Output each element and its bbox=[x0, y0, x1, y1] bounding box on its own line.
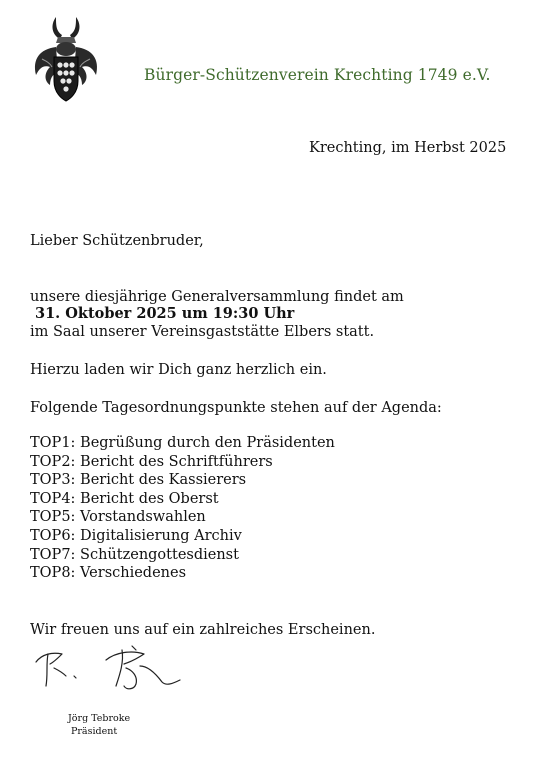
salutation: Lieber Schützenbruder, bbox=[30, 233, 204, 249]
signer-name: Jörg Tebroke bbox=[68, 713, 131, 724]
agenda-item: TOP2: Bericht des Schriftführers bbox=[30, 453, 273, 470]
agenda-item: TOP4: Bericht des Oberst bbox=[30, 490, 219, 507]
event-datetime: 31. Oktober 2025 um 19:30 Uhr bbox=[35, 305, 295, 322]
agenda-item: TOP7: Schützengottesdienst bbox=[30, 546, 239, 563]
signer-block bbox=[68, 712, 130, 738]
place-date: Krechting, im Herbst 2025 bbox=[309, 140, 507, 156]
agenda-item: TOP5: Vorstandswahlen bbox=[30, 509, 206, 526]
location-line: im Saal unserer Vereinsgaststätte Elbers statt. bbox=[30, 324, 375, 340]
club-name: Bürger-Schützenverein Krechting 1749 e.V. bbox=[144, 66, 491, 84]
intro-line: unsere diesjährige Generalversammlung findet am bbox=[30, 289, 404, 305]
signer-title: Präsident bbox=[71, 726, 118, 737]
agenda-intro: Folgende Tagesordnungspunkte stehen auf der Agenda: bbox=[30, 400, 442, 416]
agenda-item: TOP1: Begrüßung durch den Präsidenten bbox=[30, 435, 335, 451]
agenda-item: TOP8: Verschiedenes bbox=[30, 565, 187, 582]
agenda-item: TOP6: Digitalisierung Archiv bbox=[30, 527, 242, 544]
agenda-item: TOP3: Bericht des Kassierers bbox=[30, 472, 247, 489]
agenda-list bbox=[30, 434, 335, 583]
handwritten-signature-icon bbox=[32, 640, 192, 696]
closing: Wir freuen uns auf ein zahlreiches Erscheinen. bbox=[30, 622, 376, 638]
invitation: Hierzu laden wir Dich ganz herzlich ein. bbox=[30, 362, 327, 378]
coat-of-arms-icon bbox=[30, 15, 102, 105]
